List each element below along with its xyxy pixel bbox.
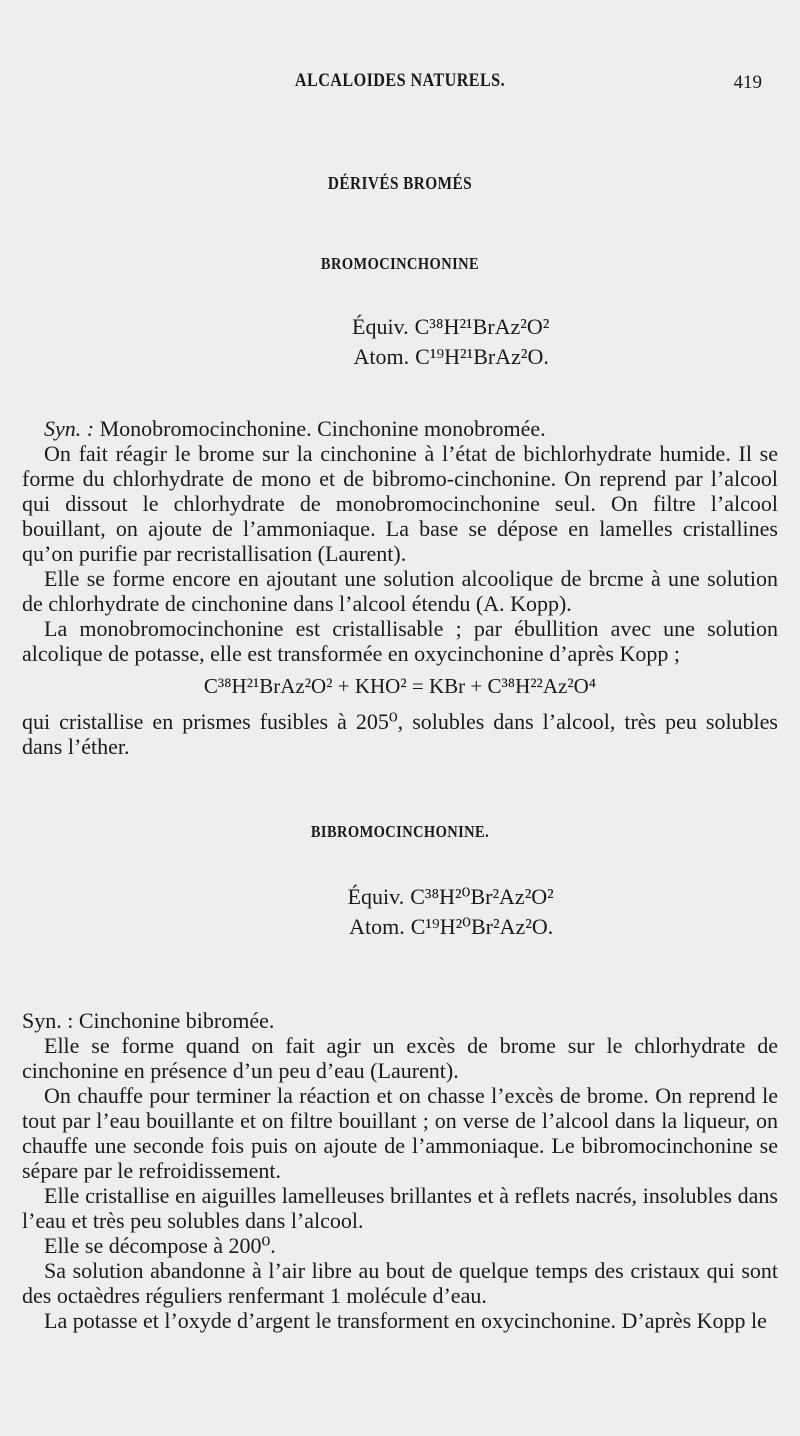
compound1-title: BROMOCINCHONINE [320,254,480,273]
section-title: DÉRIVÉS BROMÉS [327,173,473,193]
compound2-formula-atom [0,912,800,942]
running-head [0,70,800,94]
compound1-synonyms [22,416,778,441]
equiv-formula: C³⁸H²¹BrAz²O² [414,314,550,339]
compound1-body [22,416,778,759]
syn-text: Monobromocinchonine. Cinchonine monobromée. [94,416,546,441]
compound2-synonyms: Syn. : Cinchonine bibromée. [22,1008,275,1033]
equiv-formula: C³⁸H²⁰Br²Az²O² [410,884,554,909]
compound2-body [22,1008,778,1333]
running-head-title: ALCALOIDES NATURELS. [294,70,506,91]
paragraph: Elle se décompose à 200⁰. [44,1233,276,1258]
reaction-equation: C³⁸H²¹BrAz²O² + KHO² = KBr + C³⁸H²²Az²O⁴ [203,674,597,698]
paragraph: On chauffe pour terminer la réaction et on chasse l’excès de brome. On reprend le tout par l’eau bouillante et on filtre bouillant ; on verse de l’alcool dans la liqueur, on chauffe une seconde fois puis on ajoute de l’ammoniaque. Le bibromocinchonine se sépare par le refroidissement. [22,1083,778,1183]
paragraph: Sa solution abandonne à l’air libre au bout de quelque temps des cristaux qui sont des octaèdres réguliers renfermant 1 molécule d’eau. [22,1258,778,1308]
paragraph: La monobromocinchonine est cristallisable ; par ébullition avec une solution alcolique de potasse, elle est transformée en oxycinchonine d’après Kopp ; [22,616,778,666]
equiv-label: Équiv. [352,314,409,339]
paragraph: Elle se forme quand on fait agir un excès de brome sur le chlorhydrate de cinchonine en présence d’un peu d’eau (Laurent). [22,1033,778,1083]
compound2-formula-equiv [0,882,800,912]
page-number: 419 [733,72,762,93]
paragraph: La potasse et l’oxyde d’argent le transforment en oxycinchonine. D’après Kopp le [44,1308,767,1333]
compound2-title: BIBROMOCINCHONINE. [310,822,490,841]
paragraph: Elle cristallise en aiguilles lamelleuses brillantes et à reflets nacrés, insolubles dans l’eau et très peu solubles dans l’alcool. [22,1183,778,1233]
compound2-formulas [0,882,800,942]
syn-label: Syn. : [44,416,95,441]
atom-formula: C¹⁹H²⁰Br²Az²O. [410,914,554,939]
paragraph: On fait réagir le brome sur la cinchonine à l’état de bichlorhydrate humide. Il se forme du chlorhydrate de mono et de bibromo-cinchonine. On reprend par l’alcool qui dissout le chlorhydrate de monobromocinchonine seul. On filtre l’alcool bouillant, on ajoute de l’ammoniaque. La base se dépose en lamelles cristallines qu’on purifie par recristallisation (Laurent). [22,441,778,566]
compound1-formula-atom [0,342,800,372]
atom-formula: C¹⁹H²¹BrAz²O. [415,344,549,369]
atom-label: Atom. [353,344,410,369]
paragraph: qui cristallise en prismes fusibles à 205⁰, solubles dans l’alcool, très peu solubles dans l’éther. [22,709,778,759]
paragraph: Elle se forme encore en ajoutant une solution alcoolique de brcme à une solution de chlorhydrate de cinchonine dans l’alcool étendu (A. Kopp). [22,566,778,616]
equiv-label: Équiv. [347,884,405,909]
compound1-formula-equiv [0,312,800,342]
atom-label: Atom. [349,914,405,939]
compound1-formulas [0,312,800,372]
